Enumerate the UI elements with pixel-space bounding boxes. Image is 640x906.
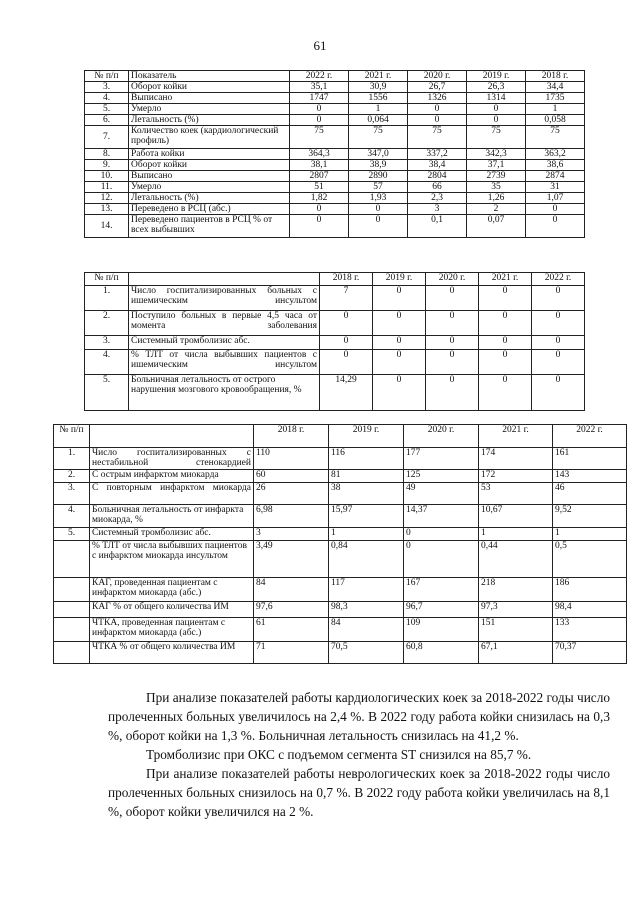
table-cell	[54, 618, 90, 642]
row-label: Число госпитализированных с нестабильной стенокардией	[90, 448, 254, 470]
table-cell: 1	[479, 528, 553, 541]
table-cell: 1,93	[349, 193, 408, 204]
table-row	[85, 160, 585, 171]
table-cell: 96,7	[404, 602, 479, 618]
column-header: 2019 г.	[329, 425, 404, 448]
table-cell: 364,3	[290, 149, 349, 160]
row-label: КАГ, проведенная пациентам с инфарктом миокарда (абс.)	[90, 578, 254, 602]
table-cell: 38,1	[290, 160, 349, 171]
table-cell: 26	[254, 483, 329, 505]
table-row	[54, 578, 627, 602]
column-header: 2022 г.	[553, 425, 627, 448]
table-cell: 0	[349, 215, 408, 238]
column-header: 2022 г.	[532, 273, 585, 286]
table-row	[54, 483, 627, 505]
table-cell: 38,6	[526, 160, 585, 171]
table-cell: 0	[467, 104, 526, 115]
table-cell: 342,3	[467, 149, 526, 160]
row-label: Летальность (%)	[129, 193, 290, 204]
row-label: Число госпитализированных больных с ишемическим инсультом	[129, 286, 320, 311]
table-cell: 3.	[85, 336, 129, 350]
row-label: Количество коек (кардиологический профиль)	[129, 126, 290, 149]
table-cell: 6.	[85, 115, 129, 126]
table-cell: 0	[479, 350, 532, 375]
table-row	[54, 505, 627, 528]
table-cell: 0	[290, 104, 349, 115]
table-cell: 0	[426, 311, 479, 336]
table-cell: 84	[329, 618, 404, 642]
table-cell: 0	[479, 311, 532, 336]
row-label: Выписано	[129, 93, 290, 104]
table-cell: 98,3	[329, 602, 404, 618]
table-cell: 2.	[54, 470, 90, 483]
row-label: Системный тромболизис абс.	[90, 528, 254, 541]
paragraph: При анализе показателей работы кардиологических коек за 2018-2022 годы число пролеченных больных увеличилось на 2,4 %. В 2022 году работа койки снизилась на 0,3 %, оборот койки на 1,3 %. Больничная летальность снизилась на 41,2 %.	[108, 690, 610, 743]
table-cell: 9,52	[553, 505, 627, 528]
table-cell: 0,1	[408, 215, 467, 238]
table-cell: 3,49	[254, 541, 329, 578]
table-cell: 10,67	[479, 505, 553, 528]
table-cell: 133	[553, 618, 627, 642]
table-cell: 15,97	[329, 505, 404, 528]
table-cell: 0	[408, 115, 467, 126]
table-cell: 0	[320, 336, 373, 350]
table-cell: 11.	[85, 182, 129, 193]
table-cell: 35,1	[290, 82, 349, 93]
table-row	[54, 528, 627, 541]
table-cell: 2807	[290, 171, 349, 182]
analysis-text	[108, 688, 610, 821]
table-cell: 125	[404, 470, 479, 483]
table-cell: 12.	[85, 193, 129, 204]
table-cell: 1556	[349, 93, 408, 104]
table-cell: 218	[479, 578, 553, 602]
table-cell: 0	[290, 204, 349, 215]
table-row	[85, 93, 585, 104]
table-cell: 37,1	[467, 160, 526, 171]
table-cell: 0	[290, 115, 349, 126]
table-cell: 1.	[85, 286, 129, 311]
table-cell: 0,84	[329, 541, 404, 578]
table-cell: 177	[404, 448, 479, 470]
table-cell: 0	[373, 311, 426, 336]
column-header: 2018 г.	[526, 71, 585, 82]
table-row	[85, 115, 585, 126]
table-cell: 75	[290, 126, 349, 149]
table-cell: 70,37	[553, 642, 627, 664]
table-row	[85, 286, 585, 311]
table-cell: 49	[404, 483, 479, 505]
table-cell: 14,29	[320, 375, 373, 411]
table-cell: 1,26	[467, 193, 526, 204]
row-label: Поступило больных в первые 4,5 часа от момента заболевания	[129, 311, 320, 336]
table-cell: 97,6	[254, 602, 329, 618]
table-cell: 75	[408, 126, 467, 149]
table-row	[85, 149, 585, 160]
table-cell: 174	[479, 448, 553, 470]
table-row	[54, 642, 627, 664]
table-cell: 84	[254, 578, 329, 602]
column-header: 2020 г.	[426, 273, 479, 286]
table-row	[54, 602, 627, 618]
table-row	[85, 204, 585, 215]
table-cell: 4.	[85, 93, 129, 104]
row-label: Переведено пациентов в РСЦ % от всех выбывших	[129, 215, 290, 238]
table-cell: 1,82	[290, 193, 349, 204]
table-row	[54, 541, 627, 578]
table-cell: 0	[532, 350, 585, 375]
row-label: Больничная летальность от инфаркта миокарда, %	[90, 505, 254, 528]
table-cell: 0,064	[349, 115, 408, 126]
row-label: Больничная летальность от острого нарушения мозгового кровообращения, %	[129, 375, 320, 411]
table-cell: 53	[479, 483, 553, 505]
table-row	[54, 470, 627, 483]
table-row	[85, 311, 585, 336]
table-cell: 110	[254, 448, 329, 470]
table-cell: 9.	[85, 160, 129, 171]
row-label: Переведено в РСЦ (абс.)	[129, 204, 290, 215]
table-header-row	[85, 273, 585, 286]
table-cell: 0	[479, 336, 532, 350]
table-cell: 0,44	[479, 541, 553, 578]
table-cell: 3	[408, 204, 467, 215]
table-cell: 57	[349, 182, 408, 193]
table-row	[54, 618, 627, 642]
table-cell: 66	[408, 182, 467, 193]
table-cell: 151	[479, 618, 553, 642]
table-cell: 38,9	[349, 160, 408, 171]
table-cell: 1	[349, 104, 408, 115]
table-cell	[54, 602, 90, 618]
column-header: 2021 г.	[479, 273, 532, 286]
table-row	[85, 182, 585, 193]
table-cell: 60	[254, 470, 329, 483]
bed-indicators-table	[84, 70, 585, 238]
table-cell: 70,5	[329, 642, 404, 664]
paragraph: При анализе показателей работы неврологических коек за 2018-2022 годы число пролеченных больных снизилось на 0,7 %. В 2022 году работа койки увеличилась на 8,1 %, оборот койки увеличился на 2 %.	[108, 766, 610, 819]
table-cell: 2.	[85, 311, 129, 336]
table-cell: 1747	[290, 93, 349, 104]
table-cell: 5.	[54, 528, 90, 541]
table-header-row	[54, 425, 627, 448]
column-header: 2018 г.	[320, 273, 373, 286]
table-cell: 5.	[85, 375, 129, 411]
table-cell: 337,2	[408, 149, 467, 160]
table-cell: 7	[320, 286, 373, 311]
table-cell: 0	[426, 350, 479, 375]
row-label: КАГ % от общего количества ИМ	[90, 602, 254, 618]
table-cell: 0,07	[467, 215, 526, 238]
table-cell: 2804	[408, 171, 467, 182]
table-cell: 0	[373, 336, 426, 350]
table-cell: 0	[404, 541, 479, 578]
table-cell: 75	[526, 126, 585, 149]
table-row	[85, 193, 585, 204]
table-cell: 0	[479, 286, 532, 311]
table-cell: 0	[479, 375, 532, 411]
table-cell: 30,9	[349, 82, 408, 93]
table-cell: 46	[553, 483, 627, 505]
row-label: Выписано	[129, 171, 290, 182]
table-cell: 4.	[54, 505, 90, 528]
table-cell: 0	[426, 286, 479, 311]
row-label: Оборот койки	[129, 160, 290, 171]
table-row	[85, 171, 585, 182]
table-cell: 1314	[467, 93, 526, 104]
row-label: Умерло	[129, 104, 290, 115]
table-cell: 0	[526, 215, 585, 238]
table-cell: 26,7	[408, 82, 467, 93]
table-cell: 0	[532, 336, 585, 350]
table-cell: 2,3	[408, 193, 467, 204]
table-cell: 1.	[54, 448, 90, 470]
table-cell: 13.	[85, 204, 129, 215]
table-cell: 5.	[85, 104, 129, 115]
table-cell: 7.	[85, 126, 129, 149]
table-cell: 51	[290, 182, 349, 193]
table-cell: 0	[320, 350, 373, 375]
table-cell: 0	[349, 204, 408, 215]
table-cell: 0	[373, 375, 426, 411]
table-cell: 2	[467, 204, 526, 215]
table-cell: 97,3	[479, 602, 553, 618]
table-cell: 161	[553, 448, 627, 470]
table-cell: 71	[254, 642, 329, 664]
table-row	[85, 82, 585, 93]
table-cell: 2890	[349, 171, 408, 182]
table-cell: 1	[329, 528, 404, 541]
table-cell: 0	[532, 375, 585, 411]
row-label: Летальность (%)	[129, 115, 290, 126]
table-cell	[54, 541, 90, 578]
table-cell: 2739	[467, 171, 526, 182]
row-label: Оборот койки	[129, 82, 290, 93]
table-row	[54, 448, 627, 470]
row-label: % ТЛТ от числа выбывших пациентов с ишемическим инсультом	[129, 350, 320, 375]
table-cell: 0	[320, 311, 373, 336]
table-cell: 81	[329, 470, 404, 483]
column-header: 2019 г.	[467, 71, 526, 82]
table-cell: 38,4	[408, 160, 467, 171]
table-row	[85, 336, 585, 350]
table-cell	[54, 578, 90, 602]
table-cell: 6,98	[254, 505, 329, 528]
table-row	[85, 350, 585, 375]
stroke-table	[84, 272, 585, 411]
table-cell: 186	[553, 578, 627, 602]
table-cell: 0	[532, 311, 585, 336]
table-cell: 0,058	[526, 115, 585, 126]
table-cell: 2874	[526, 171, 585, 182]
column-header: 2018 г.	[254, 425, 329, 448]
table-cell: 8.	[85, 149, 129, 160]
column-header: № п/п	[85, 273, 129, 286]
table-cell: 0	[426, 336, 479, 350]
table-cell: 61	[254, 618, 329, 642]
table-cell: 3	[254, 528, 329, 541]
column-header: 2020 г.	[408, 71, 467, 82]
page-number: 61	[313, 38, 327, 53]
table-cell: 0	[373, 286, 426, 311]
table-cell: 172	[479, 470, 553, 483]
row-label: Системный тромболизис абс.	[129, 336, 320, 350]
table-cell: 0	[408, 104, 467, 115]
table-cell: 0	[426, 375, 479, 411]
row-label: Умерло	[129, 182, 290, 193]
table-cell: 14,37	[404, 505, 479, 528]
table-cell: 1326	[408, 93, 467, 104]
table-cell: 347,0	[349, 149, 408, 160]
table-cell: 4.	[85, 350, 129, 375]
table-cell: 3.	[85, 82, 129, 93]
row-label: ЧТКА % от общего количества ИМ	[90, 642, 254, 664]
table-cell: 10.	[85, 171, 129, 182]
table-cell: 167	[404, 578, 479, 602]
table-cell: 0	[290, 215, 349, 238]
table-cell: 75	[467, 126, 526, 149]
table-cell: 1735	[526, 93, 585, 104]
column-header: 2019 г.	[373, 273, 426, 286]
table-row	[85, 215, 585, 238]
column-header: 2022 г.	[290, 71, 349, 82]
table-cell: 38	[329, 483, 404, 505]
table-cell: 60,8	[404, 642, 479, 664]
table-cell: 143	[553, 470, 627, 483]
table-cell: 67,1	[479, 642, 553, 664]
table-cell: 14.	[85, 215, 129, 238]
table-cell: 35	[467, 182, 526, 193]
table-cell: 26,3	[467, 82, 526, 93]
table-header-row	[85, 71, 585, 82]
column-header	[90, 425, 254, 448]
table-cell: 3.	[54, 483, 90, 505]
column-header	[129, 273, 320, 286]
table-row	[85, 126, 585, 149]
table-cell: 363,2	[526, 149, 585, 160]
table-cell: 116	[329, 448, 404, 470]
table-cell: 1	[526, 104, 585, 115]
row-label: С повторным инфарктом миокарда	[90, 483, 254, 505]
column-header: № п/п	[85, 71, 129, 82]
table-cell: 98,4	[553, 602, 627, 618]
paragraph: Тромболизис при ОКС с подъемом сегмента ST снизился на 85,7 %.	[146, 747, 532, 762]
table-cell: 0	[404, 528, 479, 541]
table-cell: 1	[553, 528, 627, 541]
table-cell: 31	[526, 182, 585, 193]
table-cell: 0	[532, 286, 585, 311]
table-cell: 75	[349, 126, 408, 149]
table-row	[85, 104, 585, 115]
table-cell: 117	[329, 578, 404, 602]
column-header: 2020 г.	[404, 425, 479, 448]
row-label: ЧТКА, проведенная пациентам с инфарктом миокарда (абс.)	[90, 618, 254, 642]
table-cell: 0,5	[553, 541, 627, 578]
table-cell: 0	[373, 350, 426, 375]
table-cell: 0	[526, 204, 585, 215]
column-header: № п/п	[54, 425, 90, 448]
column-header: 2021 г.	[349, 71, 408, 82]
table-cell: 0	[467, 115, 526, 126]
column-header: 2021 г.	[479, 425, 553, 448]
table-cell	[54, 642, 90, 664]
table-cell: 1,07	[526, 193, 585, 204]
table-cell: 109	[404, 618, 479, 642]
row-label: % ТЛТ от числа выбывших пациентов с инфарктом миокарда инсультом	[90, 541, 254, 578]
table-row	[85, 375, 585, 411]
cardiac-table	[53, 424, 627, 664]
row-label: Работа койки	[129, 149, 290, 160]
table-cell: 34,4	[526, 82, 585, 93]
column-header: Показатель	[129, 71, 290, 82]
row-label: С острым инфарктом миокарда	[90, 470, 254, 483]
